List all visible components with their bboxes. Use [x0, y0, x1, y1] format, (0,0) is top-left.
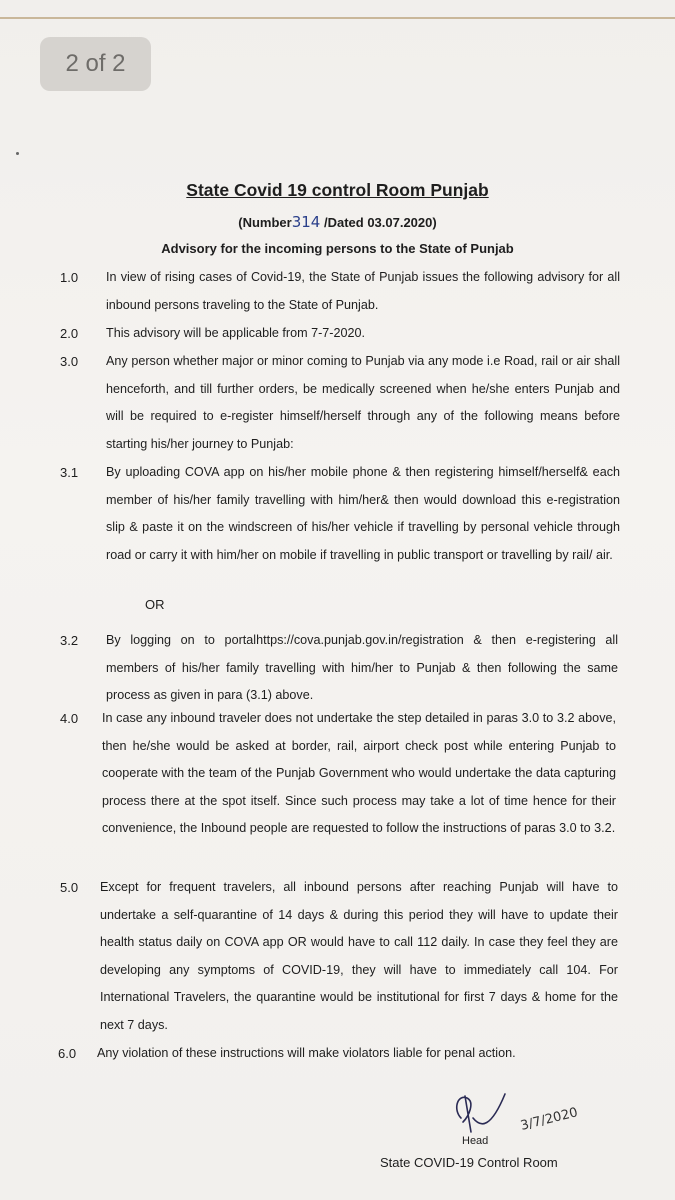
para-number: 2.0 [60, 326, 79, 341]
para-text: This advisory will be applicable from 7-7-2020. [106, 326, 365, 340]
number-suffix: /Dated 03.07.2020) [320, 215, 437, 230]
signature-office: State COVID-19 Control Room [380, 1155, 558, 1170]
para-number: 5.0 [60, 880, 79, 895]
number-prefix: (Number [238, 215, 292, 230]
or-separator: OR [145, 597, 165, 612]
document-number [0, 213, 675, 231]
number-handwritten: 314 [291, 213, 321, 231]
document-title: State Covid 19 control Room Punjab [186, 180, 489, 200]
para-number: 3.1 [60, 465, 79, 480]
para-text: Except for frequent travelers, all inbound persons after reaching Punjab will have to undertake a self-quarantine of 14 days & during this period they will have to update their health status daily on COVA app OR would have to call 112 daily. In case they feel they are developing any symptoms of COVID-19, they will have to immediately call 104. For International Travelers, the quarantine would be institutional for first 7 days & home for the next 7 days. [100, 880, 618, 1032]
para-number: 3.0 [60, 354, 79, 369]
signature-date: 3/7/2020 [519, 1105, 580, 1134]
signature-head-label: Head [462, 1135, 489, 1147]
para-text: Any person whether major or minor coming to Punjab via any mode i.e Road, rail or air shall henceforth, and till further orders, be medically screened when he/she enters Punjab and will be required to e-register himself/herself through any of the following means before starting his/her journey to Punjab: [106, 354, 620, 451]
para-number: 1.0 [60, 270, 79, 285]
para-number: 3.2 [60, 633, 79, 648]
para-text: By uploading COVA app on his/her mobile phone & then registering himself/herself& each member of his/her family travelling with him/her& then would download this e-registration slip & paste it on the windscreen of his/her vehicle if travelling by personal vehicle through road or carry it with him/her on mobile if travelling in public transport or travelling by rail/ air. [106, 465, 620, 562]
signature-scribble [447, 1088, 517, 1140]
para-number: 4.0 [60, 711, 79, 726]
para-text: Any violation of these instructions will make violators liable for penal action. [97, 1046, 516, 1060]
document-subtitle: Advisory for the incoming persons to the State of Punjab [161, 241, 514, 256]
page-indicator: 2 of 2 [40, 37, 151, 91]
para-text: In case any inbound traveler does not undertake the step detailed in paras 3.0 to 3.2 above, then he/she would be asked at border, rail, airport check post while entering Punjab to cooperate with the team of the Punjab Government who would undertake the data capturing process there at the spot itself. Since such process may take a lot of time hence for their convenience, the Inbound people are requested to follow the instructions of paras 3.0 to 3.2. [102, 711, 616, 836]
para-text: In view of rising cases of Covid-19, the State of Punjab issues the following advisory for all inbound persons traveling to the State of Punjab. [106, 270, 620, 312]
para-number: 6.0 [58, 1046, 77, 1061]
para-text: By logging on to portalhttps://cova.punjab.gov.in/registration & then e-registering all members of his/her family travelling with him/her to Punjab & then following the same process as given in para (3.1) above. [106, 633, 618, 703]
